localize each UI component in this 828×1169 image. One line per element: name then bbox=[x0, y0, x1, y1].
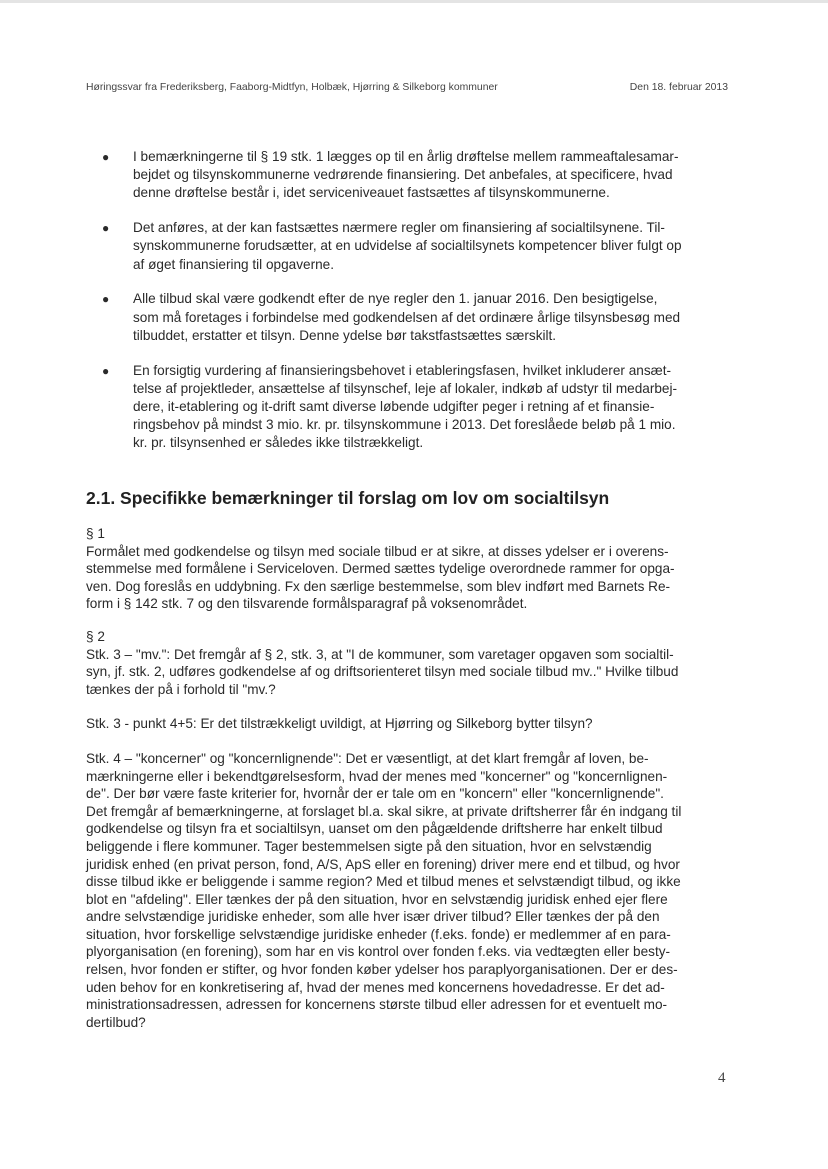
text-line: form i § 142 stk. 7 og den tilsvarende formålsparagraf på voksenområdet. bbox=[86, 596, 528, 612]
text-line: synskommunerne forudsætter, at en udvidelse af socialtilsynets kompetencer bliver fulgt op bbox=[133, 238, 682, 254]
bullet-list bbox=[100, 148, 730, 469]
text-line: Formålet med godkendelse og tilsyn med sociale tilbud er at sikre, at disses ydelser er i overens- bbox=[86, 543, 669, 559]
text-line: En forsigtig vurdering af finansieringsbehovet i etableringsfasen, hvilket inkluderer ansæt- bbox=[133, 362, 672, 378]
text-line: Det fremgår af bemærkningerne, at forslaget bl.a. skal sikre, at private driftsherrer får én indgang til bbox=[86, 803, 682, 819]
list-item bbox=[100, 219, 730, 274]
text-line: blot en "afdeling". Eller tænkes der på den situation, hvor en selvstændig juridisk enhed ejer flere bbox=[86, 891, 668, 907]
text-line: I bemærkningerne til § 19 stk. 1 lægges op til en årlig drøftelse mellem rammeaftalesamar- bbox=[133, 149, 679, 164]
text-line: Alle tilbud skal være godkendt efter de nye regler den 1. januar 2016. Den besigtigelse, bbox=[133, 291, 658, 307]
text-line: ven. Dog foreslås en uddybning. Fx den særlige bestemmelse, som blev indført med Barnets Re- bbox=[86, 578, 671, 594]
text-line: plyorganisation (en forening), som har en vis kontrol over fonden f.eks. via vedtægten eller besty- bbox=[86, 944, 671, 960]
list-item bbox=[100, 148, 730, 203]
page-number: 4 bbox=[718, 1070, 726, 1086]
text-line: disse tilbud ikke er beliggende i samme region? Med et tilbud menes et selvstændigt tilbud, og ikke bbox=[86, 874, 681, 890]
text-line: juridisk enhed (en privat person, fond, A/S, ApS eller en forening) driver mere end et tilbud, og hvor bbox=[86, 856, 680, 872]
section-body bbox=[86, 525, 736, 1031]
text-line: telse af projektleder, ansættelse af tilsynschef, leje af lokaler, indkøb af udstyr til medarbej- bbox=[133, 380, 678, 396]
text-line: mærkningerne eller i bekendtgørelsesform, hvad der menes med "koncerner" og "koncernlignen- bbox=[86, 768, 668, 784]
list-item bbox=[100, 290, 730, 345]
text-line: ministrationsadressen, adressen for koncernens største tilbud eller adressen for et eventuelt mo- bbox=[86, 997, 668, 1013]
page-top-edge bbox=[0, 0, 828, 3]
header-date: Den 18. februar 2013 bbox=[629, 82, 728, 93]
text-line: Det anføres, at der kan fastsættes nærmere regler om finansiering af socialtilsynene. Til- bbox=[133, 220, 665, 236]
text-line: de". Der bør være faste kriterier for, hvornår der er tale om en "koncern" eller "koncernlignende". bbox=[86, 786, 664, 802]
section-heading: 2.1. Specifikke bemærkninger til forslag om lov om socialtilsyn bbox=[86, 488, 610, 508]
text-line: beliggende i flere kommuner. Tager bestemmelsen sigte på den situation, hvor en selvstændig bbox=[86, 838, 652, 854]
bullet-icon: ● bbox=[102, 292, 110, 307]
paragraph-heading: § 1 bbox=[86, 526, 105, 541]
text-line: som må foretages i forbindelse med godkendelsen af det ordinære årlige tilsynsbesøg med bbox=[133, 309, 681, 325]
text-line: denne drøftelse består i, idet serviceniveauet fastsættes af tilsynskommunerne. bbox=[133, 185, 610, 201]
bullet-icon: ● bbox=[102, 221, 110, 236]
paragraph-heading: § 2 bbox=[86, 628, 105, 644]
text-line: tilbuddet, erstatter et tilsyn. Denne ydelse bør takstfastsættes særskilt. bbox=[133, 327, 557, 343]
text-line: andre selvstændige juridiske enheder, som alle hver især driver tilbud? Eller tænkes der på den bbox=[86, 909, 660, 925]
text-line: syn, jf. stk. 2, udføres godkendelse af og driftsorienteret tilsyn med sociale tilbud mv.." Hvilke tilbud bbox=[86, 664, 679, 680]
text-line: godkendelse og tilsyn fra et socialtilsyn, uanset om den pågældende driftsherre har enkelt tilbud bbox=[86, 821, 663, 837]
header-title: Høringssvar fra Frederiksberg, Faaborg-Midtfyn, Holbæk, Hjørring & Silkeborg kommuner bbox=[86, 82, 498, 93]
text-line: Stk. 4 – "koncerner" og "koncernlignende": Det er væsentligt, at det klart fremgår af loven, be- bbox=[86, 750, 649, 766]
text-line: uden behov for en konkretisering af, hvad der menes med koncernens hovedadresse. Er det ad- bbox=[86, 979, 665, 995]
text-line: dere, it-etablering og it-drift samt diverse løbende udgifter peger i retning af et finansie- bbox=[133, 399, 655, 415]
text-line: Stk. 3 - punkt 4+5: Er det tilstrækkeligt uvildigt, at Hjørring og Silkeborg bytter tilsyn? bbox=[86, 716, 593, 732]
text-line: kr. pr. tilsynsenhed er således ikke tilstrækkeligt. bbox=[133, 435, 424, 451]
text-line: dertilbud? bbox=[86, 1014, 146, 1030]
text-line: situation, hvor forskellige selvstændige juridiske enheder (f.eks. fonde) er medlemmer af en para- bbox=[86, 926, 671, 942]
text-line: ringsbehov på mindst 3 mio. kr. pr. tilsynskommune i 2013. Det foreslåede beløb på 1 mio. bbox=[133, 417, 676, 433]
text-line: bejdet og tilsynskommunerne vedrørende finansiering. Det anbefales, at specificere, hvad bbox=[133, 167, 673, 183]
text-line: relsen, hvor fonden er stifter, og hvor fonden køber ydelser hos paraplyorganisationen. Der er des- bbox=[86, 962, 678, 978]
bullet-icon: ● bbox=[102, 363, 110, 378]
text-line: af øget finansiering til opgaverne. bbox=[133, 256, 335, 272]
text-line: Stk. 3 – "mv.": Det fremgår af § 2, stk. 3, at "I de kommuner, som varetager opgaven som socialtil- bbox=[86, 646, 674, 662]
list-item bbox=[100, 362, 730, 453]
text-line: stemmelse med formålene i Serviceloven. Dermed sættes tydelige overordnede rammer for opga- bbox=[86, 561, 675, 577]
bullet-icon: ● bbox=[102, 150, 110, 164]
text-line: tænkes der på i forhold til "mv.? bbox=[86, 681, 276, 697]
